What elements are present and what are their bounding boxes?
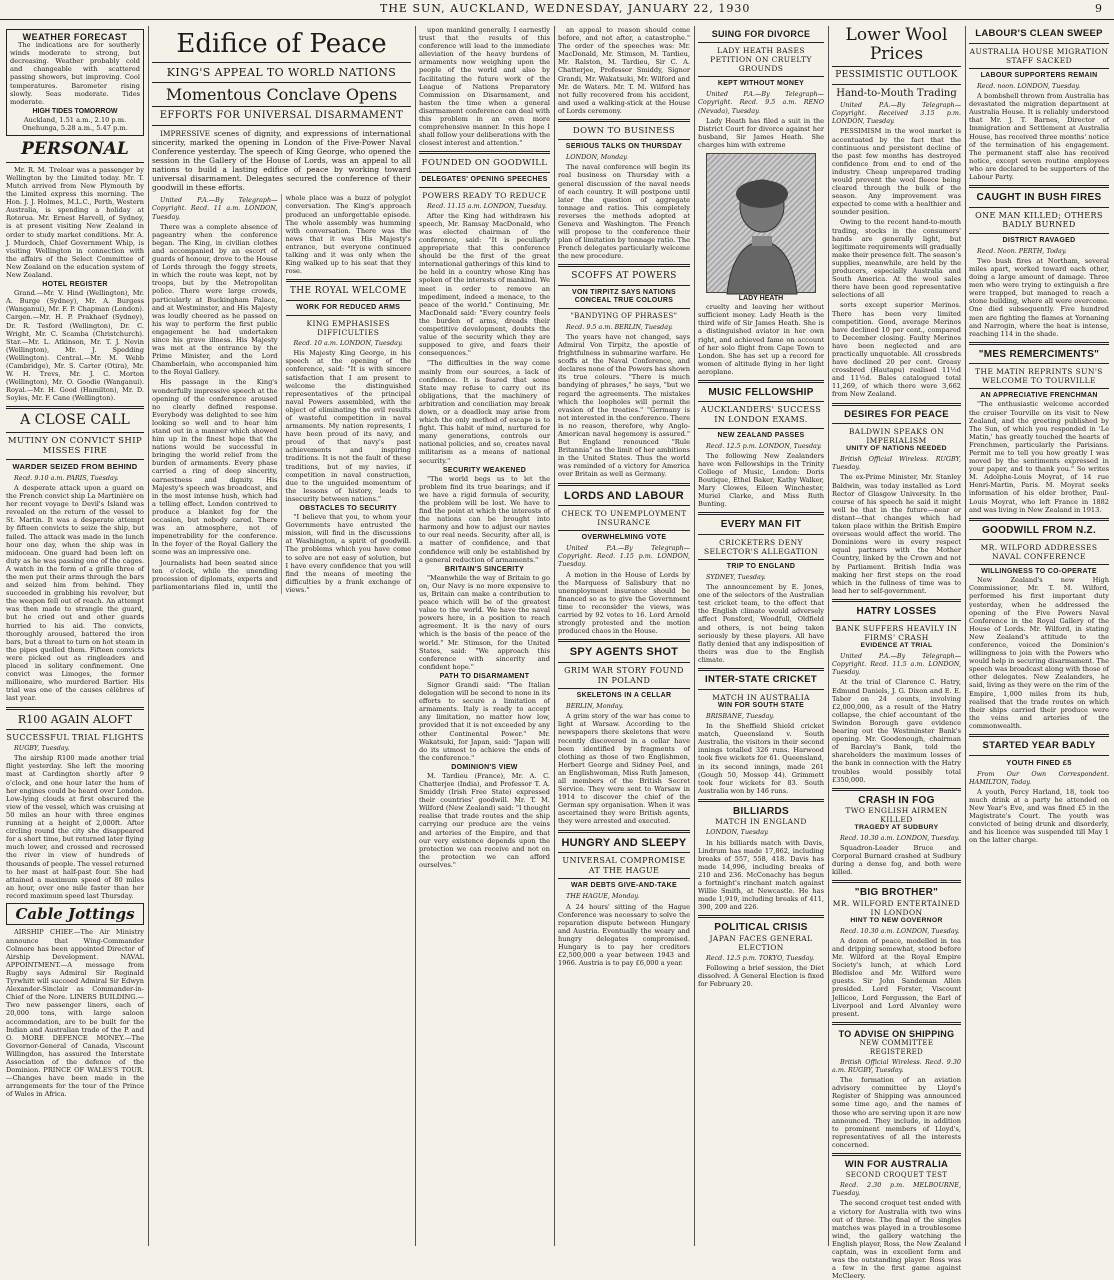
dateline: British Official Wireless. Recd. 9.30 a.m. RUGBY, Tuesday. <box>832 1057 961 1075</box>
shipping-text: The formation of an aviation advisory committee by Lloyd's Register of Shipping was announced some time ago, and the names of those who are serving upon it are now announced. They include, in addition to prominent members of Lloyd's, representatives of all the interests concerned. <box>832 1076 961 1149</box>
dateline: Recd. 2.30 p.m. MELBOURNE, Tuesday. <box>832 1181 961 1198</box>
column-3 <box>419 26 550 1246</box>
weather-title: WEATHER FORECAST <box>22 32 128 42</box>
close-call-sub2: WARDER SEIZED FROM BEHIND <box>12 462 138 472</box>
lords-sub2: OVERWHELMING VOTE <box>581 534 667 542</box>
column-rule <box>554 26 555 1246</box>
fit-sub: CRICKETERS DENY SELECTOR'S ALLEGATION <box>703 537 819 556</box>
music-text: The following New Zealanders have won Fellowships in the Trinity College of Music, London: Doris Boutique, Ethel Baker, Kathy Walker, Mary Clowes, Eileen Winchester, Muriel Clarke, and Miss Ruth Bunting. <box>698 451 824 509</box>
fog-sub2: TRAGEDY AT SUDBURY <box>854 824 939 832</box>
fire-sub2: DISTRICT RAVAGED <box>1002 236 1076 244</box>
crisis-text: Following a brief session, the Diet dissolved. A General Election is fixed for February 20. <box>698 963 824 989</box>
billiards-text: In his billiards match with Davis, Lindrum has made 17,862, including breaks of 557, 558, 418. Davis has made 14,996, including breaks of 210 and 236. McConachy has begun a fortnight's rinchant match against Willie Smith, at Newcastle. He has made 1,919, including breaks of 411, 390, 209 and 226. <box>698 838 824 912</box>
dateline: Recd. 10.30 a.m. LONDON, Tuesday. <box>840 926 960 935</box>
dateline: LONDON, Tuesday. <box>706 828 769 837</box>
sweep-text: A bombshell thrown from Australia has devastated the migration department at Australia House. It is reliably understood that Mr. J. T. Barnes, Director of Immigration and Settlement at Australia House, has received three months' notice of the termination of his engagement. The permanent staff also has received notice, except seven routine employees who are declared to be supporters of the Labour Party. <box>969 92 1109 181</box>
close-call-heading: A CLOSE CALL <box>20 412 130 429</box>
shipping-heading: TO ADVISE ON SHIPPING <box>838 1028 955 1039</box>
personal-text: Mr. R. M. Treloar was a passenger by Wellington by the Limited today. Mr. T. Mutch arrived from New Plymouth by the Limited express this morning. The Hon. J. J. Holmes, M.L.C., Perth, Western Australia, is spending a holiday at Rotorua. Mr. Ernest Harvell, of Sydney, is at present visiting New Zealand in order to study market conditions. Mr. A. J. Murdoch, Chief Government Whip, is visiting Wellington in connection with the affairs of the Select Committee of New Zealand on the education system of New Zealand. <box>6 165 144 280</box>
divorce-text-2: cruelty and leaving her without sufficient money. Lady Heath is the third wife of Sir James Heath. She is a distinguished aviator in her own right, and achieved fame on account of her solo flight from Cape Town to London. She has set up a record for women of altitude flying in her light aeroplane. <box>698 303 824 376</box>
royal-welcome-sub2: KING EMPHASISES DIFFICULTIES <box>306 319 390 338</box>
dateline: Recd. noon. LONDON, Tuesday. <box>977 81 1081 90</box>
column-rule <box>148 26 149 1246</box>
hungry-sub: UNIVERSAL COMPROMISE AT THE HAGUE <box>562 856 686 875</box>
dateline: Recd. 11.15 a.m. LONDON, Tuesday. <box>427 201 547 210</box>
fit-sub2: TRIP TO ENGLAND <box>726 562 796 570</box>
goodwill-nz-text: New Zealand's new High Commissioner, Mr. T. M. Wilford, performed his first important duty yesterday, when he addressed the opening of the Five Powers Naval Conference in the Royal Gallery of the House of Lords. Mr. Wilford, in stating New Zealand's attitude to the conference, voiced the Dominion's willingness to join with the Powers who would help in securing disarmament. The speech was broadcast along with those of other delegates. New Zealanders, he said, living as they were on the rim of the Empire, 1,000 miles from its hub, realised that the trade routes on which their ships carried their produce were the veins and arteries of the commonwealth. <box>969 576 1109 730</box>
masthead-title: THE SUN, AUCKLAND, WEDNESDAY, JANUARY 22, 1930 <box>380 2 751 15</box>
personal-heading: PERSONAL <box>21 139 129 160</box>
weather-box <box>6 29 144 136</box>
australia-heading: WIN FOR AUSTRALIA <box>844 1158 949 1170</box>
divorce-heading: SUING FOR DIVORCE <box>711 29 811 39</box>
divorce-text: Lady Heath has filed a suit in the District Court for divorce against her husband, Sir James Heath. She charges him with extreme <box>698 116 824 149</box>
dateline: Recd. 12.5 p.m. LONDON, Tuesday. <box>706 441 822 450</box>
goodwill-text: After the King had withdrawn his speech, Mr. Ramsay MacDonald, who was elected chairman of the conference, said: "It is peculiarly appropriate that this conference should be the first of the great international gatherings of this kind to be held in a country whose King has spoken of the interests of mankind. We meet in order to remove an impediment, indeed a menace, to the peace of the world." Continuing, Mr. MacDonald said: "Every country feels the burden of arms, dreads their competitive development, doubts the value of the security which they are supposed to give, and fears their consequences." <box>419 211 550 358</box>
lead-sub-2: Momentous Conclave Opens <box>165 84 398 104</box>
continued-text: an appeal to reason should come before, and not after, a catastrophe." The order of the speeches was: Mr. MacDonald, Mr. Stimson, M. Tardieu, Mr. Ralston, M. Tardieu, Sir C. A. Chatterjee, Professor Smiddy, Signor Grandi, Mr. Wakatsuki, Mr. Wilford and Mr. de Waters. Mr. T. M. Wilford has not fully recovered from his accident, and used a walking-stick at the House of Lords ceremony. <box>558 26 690 115</box>
wool-text-b: sorts except superior Merinos. There has been very limited competition. Good, average Merinos have declined 10 per cent., compared to December closing. Faulty Merinos have been neglected and are practically unquotable. All crossbreds have declined 20 per cent. Greasy crossbred (Hautapu) realised 11½d and 11½d. Bales catalogued total 11,269, of which there were 3,662 from New Zealand. <box>832 301 961 399</box>
dateline: Recd. 10 a.m. LONDON, Tuesday. <box>293 339 403 348</box>
hatry-heading: HATRY LOSSES <box>856 605 937 617</box>
column-6 <box>832 25 961 1280</box>
royal-welcome-heading: THE ROYAL WELCOME <box>289 286 407 297</box>
billiards-heading: BILLIARDS <box>732 805 790 817</box>
column-rule <box>694 26 695 1246</box>
lords-heading: LORDS AND LABOUR <box>564 489 684 502</box>
dateline: BERLIN, Monday. <box>566 702 624 711</box>
close-call-text: A desperate attack upon a guard on the French convict ship La Martinière on her recent voyage to Devil's Island was revealed on the return of the vessel to St. Martin. It was a desperate attempt by fifteen convicts to seize the ship, but failed. The attack was made in the lunch hour one day, when the ship was in midocean. One guard had been left on duty as he was passing one of the cages. A watch in the form of a grille three of the men put their arms through the bars and seized him from behind. They succeeded in grabbing his revolver, but the weapon fell out of reach. An attempt was then made to strangle the guard, but he cried out and other guards hurried to his aid. The convicts, thoroughly aroused, battered the iron bars, but a threat to turn on hot steam in the pipes quelled them. Fifteen convicts were picked out as ringleaders and placed in solitary confinement. One convict was Limoges, the former millionaire, who murdered Bartier. His trial was one of the causes célèbres of last year. <box>6 483 144 703</box>
hotel-heading: HOTEL REGISTER <box>42 281 108 289</box>
r100-text: The airship R100 made another trial flight yesterday. She left the mooring mast at Cardington shortly after 9 o'clock, and one hour later the hum of her engines could be heard over London. Low-lying clouds at first obscured the view of the vessel, which was cruising at 50 miles an hour with three engines running at a height of 2,000ft. After circling round the city she disappeared for a short time, but returned later flying much lower, and crossed and recrossed the river in view of hundreds of thousands of people. The vessel returned to her mast at half-past four. She had attained a maximum speed of 80 miles an hour, over one mile faster than her record maximum speed last Thursday. <box>6 754 145 900</box>
photo-caption: LADY HEATH <box>738 295 784 303</box>
lead-body-columns <box>152 194 411 594</box>
masthead <box>0 0 1114 20</box>
hungry-text: A 24 hours' sitting of the Hague Conference was necessary to solve the reparation dispute between Hungary and Austria. Eventually the weary and hungry delegates compromised. Hungary is to pay her creditors £2,500,000 a year between 1943 and 1966. Austria is to pay £6,000 a year. <box>558 902 690 968</box>
royal-welcome-sub: WORK FOR REDUCED ARMS <box>296 304 401 312</box>
goodwill-nz-sub: MR. WILFORD ADDRESSES NAVAL CONFERENCE <box>980 543 1098 562</box>
dateline: United P.A.—By Telegraph—Copyright. Recd. 11.5 a.m. LONDON, Tuesday. <box>832 652 961 677</box>
column-rule <box>965 26 966 1246</box>
spy-heading: SPY AGENTS SHOT <box>569 646 679 659</box>
business-heading: DOWN TO BUSINESS <box>572 126 676 137</box>
dateline: Recd. 10.30 a.m. LONDON, Tuesday. <box>840 834 960 842</box>
goodwill-nz-heading: GOODWILL FROM N.Z. <box>981 524 1097 536</box>
scoffs-text: The years have not changed, says Admiral Von Tirpitz, the apostle of frightfulness in submarine warfare. He scoffs at the Naval Conference, and declares none of the Powers has shown its true colours. "There is much bandying of phrases," he says, "but we regard the agreements. The mistakes which the loopholes will permit the evasion of the treaties." "Germany is not interested in the conference. There is no reason, therefore, why Anglo-American naval hegemony is assured." But England renounced "Rule Britannia" as the limit of her ambitions in the United States. Thus the world was reminded of a victory for America over Britain as well as Germany. <box>558 332 690 479</box>
hatry-sub2: EVIDENCE AT TRIAL <box>860 642 933 650</box>
close-call-sub: MUTINY ON CONVICT SHIP MISSES FIRE <box>7 435 143 457</box>
goodwill-text-2: "The difficulties in the way come mainly from our sources, a lack of confidence. It is feared that some State may refuse to carry out its obligations, that the machinery of arbitration and conciliation may break down, or a deadlock may arise from which the only method of escape is to fight. This habit of mind, nurtured for many generations, controls our national policies, and so, creates naval militarism as a means of national security." <box>419 359 550 465</box>
dominions-text: M. Tardieu (France), Mr. A. C. Chatterjee (India), and Professor T. A. Smiddy (Irish Free State) expressed their countries' goodwill. Mr. T. M. Wilford (New Zealand) said: "I thought realise that trade routes and the ship carrying our produce are the veins and arteries of the Empire, and that our very existence depends upon the protection we can receive and not on the protection we can afford ourselves." <box>419 771 550 869</box>
dateline: Recd. 12.5 p.m. TOKYO, Tuesday. <box>706 953 815 962</box>
divorce-sub2: KEPT WITHOUT MONEY <box>717 80 805 88</box>
inter-sub: MATCH IN AUSTRALIA <box>712 692 810 702</box>
scoffs-heading: SCOFFS AT POWERS <box>571 271 677 282</box>
fog-heading: CRASH IN FOG <box>858 794 935 806</box>
column-5 <box>698 26 824 1246</box>
obstacles-heading: OBSTACLES TO SECURITY <box>299 505 398 513</box>
fit-text: The announcement by E. Jones, one of the selectors of the Australian test cricket team, to the effect that the English climate would adversely affect Ponsford, Woodfull, Oldfield and others, is not being taken seriously by these players. All have flatly denied that any indisposition of theirs was due to the English climate. <box>698 583 824 664</box>
hungry-heading: HUNGRY AND SLEEPY <box>561 836 687 849</box>
music-sub: AUCKLANDERS' SUCCESS IN LONDON EXAMS. <box>700 405 822 425</box>
peace-text: The ex-Prime Minister, Mr. Stanley Baldwin, was today installed as Lord Rector of Glasgow University. In the course of his speech he said it might well be that in the future—near or distant—that changes which had taken place within the British Empire overseas would affect the world. The Dominions were in every respect equal partners with the Mother Country, linked by the Crown and not by Parliament. British India was making her first steps on the road which in the fullness of time was to lead her to self-government. <box>832 473 961 595</box>
r100-heading: R100 AGAIN ALOFT <box>17 712 133 726</box>
australia-sub: SECOND CROQUET TEST <box>845 1170 948 1179</box>
lead-paragraph: IMPRESSIVE scenes of dignity, and expressions of international sincerity, marked the opening in London of the Five-Power Naval Conference yesterday. The speech of King George, who opened the session in the Gallery of the House of Lords, was an appeal to all nations to build a lasting edifice of peace by working toward universal disarmament. Delegates secured the conference of their goodwill in these efforts. <box>152 129 411 193</box>
cable-jottings-box <box>6 903 144 926</box>
dateline: LONDON, Monday. <box>566 153 628 162</box>
goodwill-sub2: POWERS READY TO REDUCE <box>422 190 547 200</box>
dateline: United P.A.—By Telegraph—Copyright. Recd. 9.5 a.m. RENO (Nevada), Tuesday. <box>698 90 824 115</box>
wool-lead: PESSIMISM in the wool market is accentuated by the fact that the continuous and persistent decline of the past few months has destroyed confidence from end to end of the industry. Cheap unprepared trading would prevent the wool fleece being cleared through the bulk of the season. Any improvement was expected to come with a healthier and sounder position. <box>832 127 961 217</box>
lead-sub-1: KING'S APPEAL TO WORLD NATIONS <box>166 65 397 79</box>
music-sub2: NEW ZEALAND PASSES <box>717 431 805 439</box>
big-brother-sub2: HINT TO NEW GOVERNOR <box>850 916 943 924</box>
tide-line: Onehunga, 5.28 a.m., 5.47 p.m. <box>22 124 128 133</box>
shipping-sub: NEW COMMITTEE REGISTERED <box>859 1039 934 1056</box>
column-1 <box>6 26 144 1246</box>
column-2 <box>152 26 411 1246</box>
started-text: A youth, Percy Harland, 18, took too much drink at a party he attended on New Year's Eve, and was fined £5 in the Magistrate's Court. The youth was convicted of being drunk and disorderly, and his licence was suspended till May 1 on the latter charge. <box>969 787 1109 845</box>
divorce-sub: LADY HEATH BASES PETITION ON CRUELTY GROUNDS <box>710 46 812 74</box>
wool-headline: Lower Wool Prices <box>845 25 948 64</box>
hatry-text: At the trial of Clarence C. Hatry, Edmund Daniels, J. G. Dixon and E. E. Tabor on 24 counts, involving £2,000,000, as a result of the Hatry collapse, the chief accountant of the Swindon Borough gave evidence bearing out the Westminster Bank's opening. Mr. Goodenough, chairman of Barclay's Bank, told the shareholders the maximum losses of the bank in connection with the Hatry troubles would possibly total £350,000. <box>832 678 961 784</box>
crisis-sub: JAPAN FACES GENERAL ELECTION <box>709 933 813 952</box>
inter-heading: INTER-STATE CRICKET <box>705 674 817 686</box>
tides-title: HIGH TIDES TOMORROW <box>32 107 118 115</box>
inter-text: In the Sheffield Shield cricket match, Queensland v. South Australia, the visitors in their second innings totalled 326 runs. Harwood took five wickets for 61. Queensland, in its second innings, made 261 (Gough 50, Mossop 44). Grimmett took four wickets for 83. South Australia won by 146 runs. <box>698 722 824 795</box>
spy-sub2: SKELETONS IN A CELLAR <box>576 692 672 700</box>
sweep-heading: LABOUR'S CLEAN SWEEP <box>975 28 1103 39</box>
dateline: Recd. 9.10 a.m. PARIS, Tuesday. <box>14 473 119 482</box>
fire-heading: CAUGHT IN BUSH FIRES <box>976 192 1102 204</box>
lead-body-b: His passage in the King's wonderfully impressive speech at the opening of the conference aroused no clearly defined response. Everybody was delighted to see him looking so well and to hear him stand out in a manner which showed him up in the finest hope that the nations would be successful in bringing the world relief from the burden of armaments. Every phase carried a ring of deep sincerity, earnestness and dignity. His Majesty's speech was broadcast, and in the most intense hush, which had a telling effect. London contrived to produce a blanket fog for the occasion, but nobody cared. There was an atmosphere, not of impenetrability for the conference. In the foyer of the Royal Gallery the scene was an impressive one. <box>152 378 278 557</box>
royal-welcome-text: His Majesty King George, in his speech at the opening of the conference, said: "It is with sincere satisfaction that I am present to welcome the distinguished representatives of the principal naval Powers assembled, with the object of eliminating the evil results of wasteful competition in naval armaments. My nation represents, I have been proud of its navy, and proud of that navy's past achievements and inspiring traditions. It is not the fault of these traditions, but of my navies, if competition in naval construction, due to the unguided momentum of the lessons of history, leads to insecurity between nations." <box>285 349 411 503</box>
dateline: British Official Wireless. RUGBY, Tuesday. <box>832 455 961 472</box>
dateline: SYDNEY, Tuesday. <box>706 573 766 582</box>
fire-text: Two bush fires at Northam, several miles apart, worked toward each other, doing a large amount of damage. Three men who were trying to extinguish a fire were trapped, but managed to reach a stone building, where all were overcome. One died subsequently. Five hundred men are fighting the flames at Yornaning and Narrogin, where the heat is intense, reaching 114 in the shade. <box>969 256 1109 338</box>
lead-headline: Edifice of Peace <box>176 29 387 59</box>
music-heading: MUSIC FELLOWSHIP <box>708 386 814 398</box>
started-heading: STARTED YEAR BADLY <box>982 740 1096 752</box>
security-heading: SECURITY WEAKENED <box>442 466 527 474</box>
weather-text: The indications are for southerly winds moderate to strong, but decreasing. Weather probably cold and changeable with scattered passing showers, but improving. Cool temperatures. Barometer rising slowly. Seas moderate. Tides moderate. <box>10 41 140 106</box>
dominions-heading: DOMINION'S VIEW <box>451 763 518 771</box>
hotel-text: Grand.—Mr. V. Hind (Wellington), Mr. A. Burge (Sydney), Mr. A. Burgess (Wanganui), Mr. F. P. Chapman (London). Cargen.—Mr. H. P. Prakhaef (Sydney), Dr. R. Tesford (Wellington), Dr. C. Wright, Mr. C. Scamba (Christchurch). Star.—Mr. L. Atkinson, Mr. T. J. Nevin (Wellington), Mr. J. Spedding (Wellington). Central.—Mr. M. Webb (Cambridge), Mr. S. Carter (Otira), Mr. W. H. Trevs, Mr. J. C. Morton (Wellington), Mr. O. Goodie (Wanganui). Royal.—Mr. H. Good (Hamilton), Mr. D. Soyles, Mr. F. Cane (Wellington). <box>6 289 144 403</box>
column-7 <box>969 26 1109 1246</box>
dateline: From Our Own Correspondent. HAMILTON, Today. <box>969 769 1109 786</box>
billiards-sub: MATCH IN ENGLAND <box>715 817 807 827</box>
dateline: United P.A.—By Telegraph—Copyright. Recd. 11 a.m. LONDON, Tuesday. <box>152 196 278 221</box>
lead-body-a: There was a complete absence of pageantry when the conference began. The King, in civilian clothes and accompanied by an escort of guards of honour, drove to the House of Lords through the foggy streets, in which the route was kept, not by troops, but by the Metropolitan police. There were large crowds, particularly at Buckingham Palace, and at Westminster, and His Majesty was loudly cheered as he passed on his way to perform the first public engagement he had undertaken since his grave illness. His Majesty was met at the entrance by the Prime Minister, and the Lord Chamberlain, who accompanied him to the Royal Gallery. <box>152 222 278 377</box>
remerciments-text: "The enthusiastic welcome accorded the cruiser Tourville on its visit to New Zealand, and the greeting published by The Sun, of which you responded in 'Le Matin,' has greatly touched the hearts of Frenchmen, particularly the Parisians. Permit me to tell you how greatly I was moved by the sentiments expressed in your paper, and to thank you." So writes M. Adolphe-Louis Moyrat, of 14 rue Henri-Martin, Paris. M. Moyrat seeks information of his elder brother, Paul-Louis Moyrat, who left France in 1882 and was living in New Zealand in 1913. <box>969 400 1109 514</box>
scoffs-sub: VON TIRPITZ SAYS NATIONS CONCEAL TRUE COLOURS <box>571 289 677 305</box>
lead-body-c: Journalists had been seated since ten o'clock, while the unending procession of diplomats, experts and parliamentarians filed in, until the whole place was a buzz of polyglot conversation. The King's approach produced an unforgettable episode. The whole assembly was humming with conversation. There was the news that it was His Majesty's entrance, but everyone continued talking and it was only when the King walked up to his seat that they rose. <box>152 194 411 591</box>
fog-sub: TWO ENGLISH AIRMEN KILLED <box>845 806 948 825</box>
dateline: Recd. Noon. PERTH, Today. <box>977 246 1067 255</box>
remerciments-sub: THE MATIN REPRINTS SUN'S WELCOME TO TOURVILLE <box>975 367 1103 386</box>
goodwill-heading: FOUNDED ON GOODWILL <box>421 158 548 169</box>
spy-sub: GRIM WAR STORY FOUND IN POLAND <box>564 665 684 685</box>
security-text: "The world begs us to let the problem find its true bearings; and if we have a rigid formula of security, the problem will be lost. We have to find the point at which the interests of the nations can be brought into harmony and how to adjust our navies to our real needs. Security, after all, is a matter of confidence, and that confidence will only be established by a general reduction of armaments." <box>419 474 550 564</box>
peace-sub: BALDWIN SPEAKS ON IMPERIALISM <box>848 427 945 446</box>
peace-sub2: UNITY OF NATIONS NEEDED <box>846 445 947 453</box>
hatry-sub: BANK SUFFERS HEAVILY IN FIRMS' CRASH <box>835 624 958 643</box>
goodwill-sub: DELEGATES' OPENING SPEECHES <box>421 175 548 183</box>
tide-line: Auckland, 1.51 a.m., 2.10 p.m. <box>23 115 127 124</box>
fit-heading: EVERY MAN FIT <box>720 519 802 531</box>
r100-sub: SUCCESSFUL TRIAL FLIGHTS <box>6 732 144 742</box>
started-sub: YOUTH FINED £5 <box>1006 757 1072 767</box>
wool-sub-1: PESSIMISTIC OUTLOOK <box>835 70 958 81</box>
dateline: United P.A.—By Telegraph—Copyright. Recd. 1.15 p.m. LONDON, Tuesday. <box>558 544 690 569</box>
business-sub: SERIOUS TALKS ON THURSDAY <box>565 143 683 151</box>
business-text: The naval conference will begin its real business on Thursday with a general discussion of the naval needs of each country. It will postpone until later the question of aggregate tonnage and ratios. This completely reverses the methods adopted at Geneva and Washington. The French will propose to the conference their plan of limitation by tonnage ratio. The French delegates particularly welcome the new procedure. <box>558 163 690 261</box>
column-4 <box>558 26 690 1246</box>
sweep-sub: AUSTRALIA HOUSE MIGRATION STAFF SACKED <box>969 46 1109 65</box>
peace-heading: DESIRES FOR PEACE <box>844 408 949 420</box>
wool-sub-2: Hand-to-Mouth Trading <box>836 88 957 100</box>
big-brother-sub: MR. WILFORD ENTERTAINED IN LONDON <box>832 898 961 917</box>
cable-text: AIRSHIP CHIEF.—The Air Ministry announce that Wing-Commander Colmore has been appointed Director of Airship Development. NAVAL APPOINTMENT.—A message from Rugby says Admiral Sir Reginald Tyrwhitt will succeed Admiral Sir Edwyn Alexander-Sinclair as Commander-in-Chief of the Nore. LINERS BUILDING.—Two new passenger liners, each of 20,000 tons, with large saloon accommodation, are to be built for the Indian and Australian trade of the P. and O. MORE DEFENCE MONEY.—The Governor-General of Canada, Viscount Willingdon, has assured the Interstate Association of the defence of the Dominion. PRINCE OF WALES'S TOUR.—Changes have been made in the arrangements for the tour of the Prince of Wales in Africa. <box>6 928 144 1099</box>
spy-text: A grim story of the war has come to light at Warsaw. According to the newspapers there skeletons that were recently discovered in a cellar have been identified by fragments of clothing as those of two Englishmen, Herbert George and Sidney Peel, and an Englishwoman, Miss Ruth Jameson, all members of the British Secret Service. They were sent to Warsaw in 1914 to discover the chief of the German spy organisation. When it was ascertained they were British agents, they were arrested and executed. <box>558 712 690 826</box>
lords-text: A motion in the House of Lords by the Marquess of Salisbury that no unemployment insurance should be financed so as to give the Government time to reconsider the views, was carried by 92 votes to 16. Lord Arnold strongly protested and the motion produced chaos in the House. <box>558 570 690 636</box>
column-rule <box>415 26 416 1246</box>
dateline: United P.A.—By Telegraph—Copyright. Received 3.15 p.m. LONDON, Tuesday. <box>832 101 961 126</box>
dateline: BRISBANE, Tuesday. <box>706 712 775 721</box>
portrait-photo <box>706 153 816 293</box>
britain-heading: BRITAIN'S SINCERITY <box>444 565 525 573</box>
continued-text: upon mankind generally. I earnestly trust that the results of this conference will lead to the immediate alleviation of the heavy burdens of armaments now weighing upon the people of the world and also by facilitating the future work of the League of Nations Preparatory Commission on Disarmament, and hasten the time when a general disarmament conference can deal with this problem in an even more comprehensive manner. In this hope I shall follow your deliberations with the closest interest and attention." <box>419 26 550 148</box>
fog-text: Squadron-Leader Bruce and Corporal Burnard crashed at Sudbury during a dense fog, and both were killed. <box>832 844 961 877</box>
portrait-figure <box>707 154 817 294</box>
britain-text: "Meanwhile the way of Britain to go on, Our Navy is no more expensive to us, Britain can make a contribution to peace which will be of the greatest value to the world. We have the naval powers here, in a position to reach agreement. It is the navy of ours which is the basis of the peace of the world." Mr. Stimson, for the United States, said: "We approach this conference with sincerity and confident hope." <box>419 573 550 671</box>
path-heading: PATH TO DISARMAMENT <box>439 672 530 680</box>
path-text: Signor Grandi said: "The Italian delegation will be second to none in its efforts to secure a limitation of armaments. Italy is ready to accept any limitation, no matter how low, provided that it is not exceeded by any other Continental Power." Mr. Wakatsuki, for Japan, said: "Japan will do its utmost to achieve the ends of the conference." <box>419 680 550 762</box>
dateline: RUGBY, Tuesday. <box>14 744 70 753</box>
fire-sub: ONE MAN KILLED; OTHERS BADLY BURNED <box>975 210 1103 230</box>
scoffs-sub2: "BANDYING OF PHRASES" <box>570 312 678 321</box>
crisis-heading: POLITICAL CRISIS <box>714 922 808 934</box>
remerciments-sub2: AN APPRECIATIVE FRENCHMAN <box>980 392 1098 400</box>
dateline: Recd. 9.5 a.m. BERLIN, Tuesday. <box>566 322 673 331</box>
australia-text: The second croquet test ended with a victory for Australia with two wins out of three. The final of the singles matches was played in a troublesome wind, the gallery watching the English player, Ross, the New Zealand captain, was in excellent form and was the outstanding player. Ross was a few in the first game against McCleery. <box>832 1199 961 1280</box>
big-brother-heading: "BIG BROTHER" <box>854 887 939 899</box>
page-number: 9 <box>1095 2 1102 15</box>
obstacles-text: "I believe that you, to whom your Governments have entrusted the mission, will find in the discussions at Washington, a spirit of goodwill. The problems which you have come to solve are not easy of solution, but I have every confidence that you will find the means of meeting the difficulties by a frank exchange of views." <box>285 513 411 594</box>
lords-sub: CHECK TO UNEMPLOYMENT INSURANCE <box>561 509 687 528</box>
remerciments-heading: "MES REMERCIMENTS" <box>978 348 1100 360</box>
dateline: THE HAGUE, Monday. <box>566 892 640 901</box>
sweep-sub2: LABOUR SUPPORTERS REMAIN <box>980 71 1098 79</box>
inter-sub2: WIN FOR SOUTH STATE <box>717 701 805 709</box>
goodwill-nz-sub2: WILLINGNESS TO CO-OPERATE <box>981 568 1097 576</box>
column-rule <box>828 26 829 1246</box>
hungry-sub2: WAR DEBTS GIVE-AND-TAKE <box>571 882 677 890</box>
cable-jottings-heading: Cable Jottings <box>15 904 135 923</box>
lead-sub-3: EFFORTS FOR UNIVERSAL DISARMAMENT <box>159 110 404 122</box>
big-brother-text: A dozen of peace, modelled in tea and dripping somewhat, stood before Mr. Wilford at the Royal Empire Society's lunch, at which Lord Bledisloe and Mr. Wilford were guests. Sir John Sandeman Allen presided. Lord Forster, Viscount Jellicoe, Lord Fergusson, the Earl of Liverpool and Lord Alvanley were present. <box>832 936 961 1018</box>
wool-text-a: Owing to the recent hand-to-mouth trading, stocks in the consumers' hands are generally light, but legitimate requirements will gradually make their presence felt. The season's supplies, meanwhile, are held by the producers, especially Australia and South America. At the wool sales there have been good representative selections of all <box>832 218 961 300</box>
